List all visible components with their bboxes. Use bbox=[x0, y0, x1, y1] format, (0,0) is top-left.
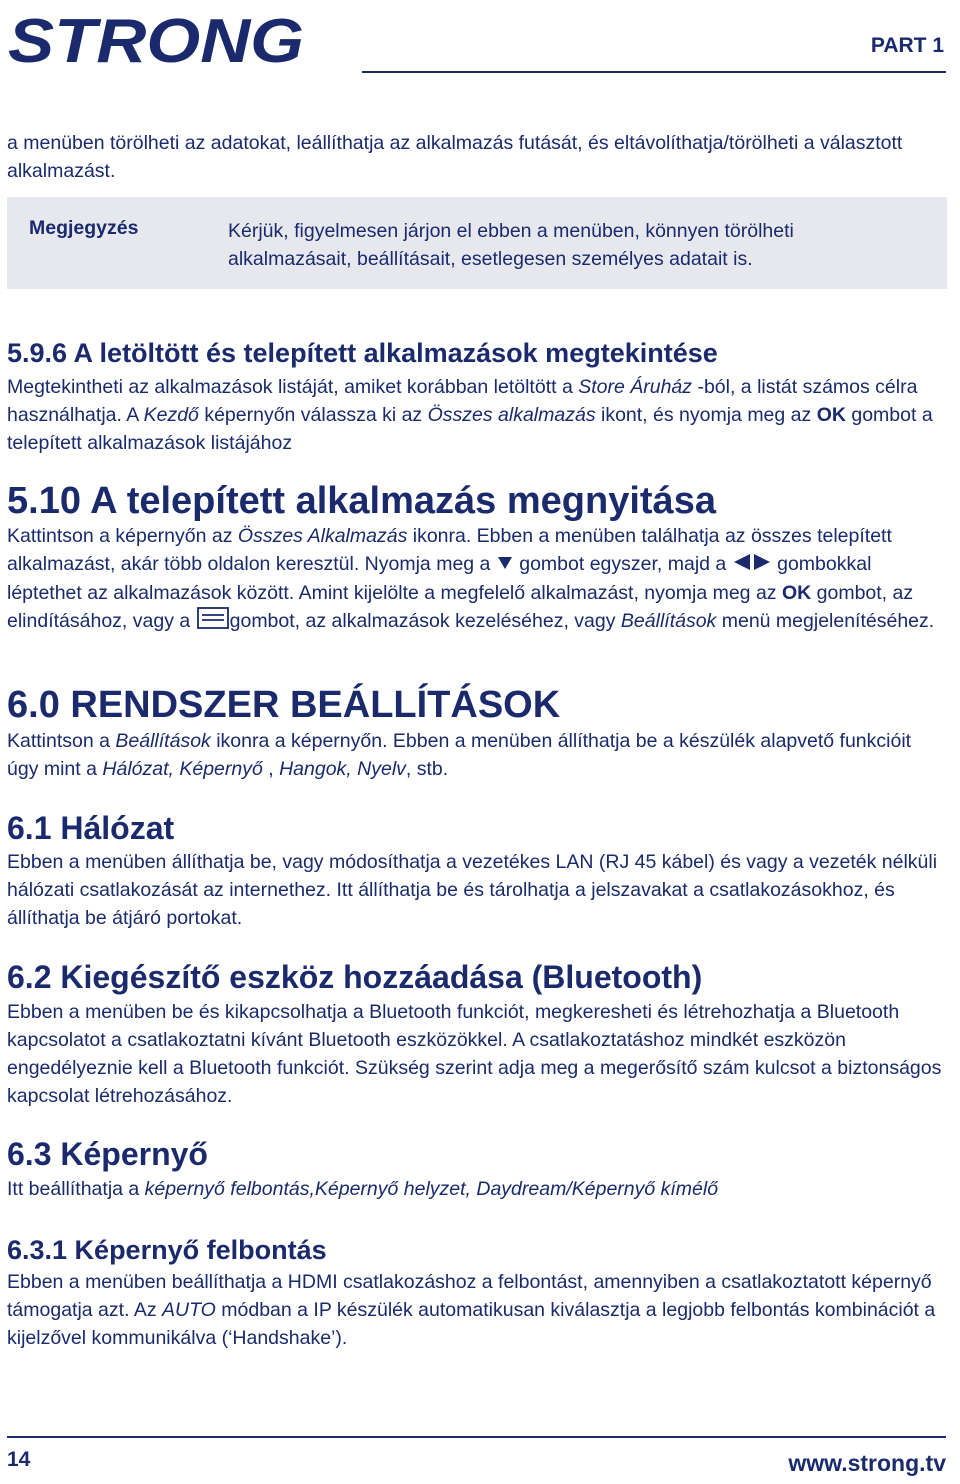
left-right-arrows-icon bbox=[732, 551, 772, 579]
heading-5-9-6: 5.9.6 A letöltött és telepített alkalmazások megtekintése bbox=[7, 338, 718, 368]
heading-6-3: 6.3 Képernyő bbox=[7, 1136, 208, 1172]
italic-term: Hálózat, Képernyő bbox=[102, 758, 263, 780]
heading-6-0: 6.0 RENDSZER BEÁLLÍTÁSOK bbox=[7, 684, 561, 726]
text-run: , bbox=[262, 758, 280, 780]
italic-term: Beállítások bbox=[620, 610, 717, 632]
down-arrow-icon bbox=[496, 551, 514, 579]
menu-button-icon bbox=[196, 607, 230, 637]
text-run: ikont, és nyomja meg az bbox=[595, 404, 817, 426]
part-label: PART 1 bbox=[870, 34, 944, 57]
logo-wordmark: STRONG bbox=[8, 8, 304, 68]
text-run: gombot a telepített alkalmazások listájához bbox=[7, 404, 933, 454]
note-text: Kérjük, figyelmesen járjon el ebben a menüben, könnyen törölheti alkalmazásait, beállításait, esetlegesen személyes adatait is. bbox=[228, 220, 794, 270]
italic-term: Store Áruház bbox=[578, 376, 693, 398]
intro-paragraph: a menüben törölheti az adatokat, leállíthatja az alkalmazás futását, és eltávolíthatja/törölheti a választott alkalmazást. bbox=[7, 132, 903, 182]
paragraph-6-3 bbox=[7, 1175, 947, 1203]
text-run: gombot, az elindításához, vagy a bbox=[7, 581, 914, 632]
paragraph-6-3-1 bbox=[7, 1268, 947, 1352]
italic-term: Összes Alkalmazás bbox=[237, 525, 408, 547]
ok-key-label: OK bbox=[781, 581, 812, 604]
text-run: Kattintson a képernyőn az bbox=[7, 525, 238, 547]
italic-term: Hangok, Nyelv bbox=[279, 758, 406, 780]
text-run: képernyőn válassza ki az bbox=[198, 404, 428, 426]
italic-term: AUTO bbox=[162, 1299, 216, 1321]
page-number: 14 bbox=[7, 1448, 31, 1471]
text-run: ikonra a képernyőn. Ebben a menüben állíthatja be a készülék alapvető funkcióit úgy mint a bbox=[7, 730, 912, 780]
note-box bbox=[7, 197, 947, 289]
text-run: ikonra. Ebben a menüben találhatja az összes telepített alkalmazást, akár több oldalon keresztül. Nyomja meg a bbox=[7, 525, 892, 575]
paragraph-5-9-6 bbox=[7, 373, 947, 457]
strong-logo bbox=[6, 8, 310, 68]
text-run: -ból, a listát számos célra használhatja. A bbox=[7, 376, 918, 426]
paragraph-6-0 bbox=[7, 727, 947, 783]
text-run: módban a IP készülék automatikusan kiválasztja a legjobb felbontás kombinációt a kijelzővel kommunikálva (‘Handshake’). bbox=[7, 1299, 936, 1349]
text-run: Ebben a menüben beállíthatja a HDMI csatlakozáshoz a felbontást, amennyiben a csatlakoztatott képernyő támogatja azt. Az bbox=[7, 1271, 932, 1321]
italic-term: Összes alkalmazás bbox=[427, 404, 596, 426]
paragraph-6-2: Ebben a menüben be és kikapcsolhatja a Bluetooth funkciót, megkeresheti és létrehozhatja a Bluetooth kapcsolatot a csatlakoztatni kívánt Bluetooth eszközökkel. A csatlakoztatáshoz mindkét eszközön engedélyeznie kell a Bluetooth funkciót. Szükség szerint adja meg a megerősítő szám kulcsot a biztonságos kapcsolat létrehozásához. bbox=[7, 1001, 942, 1107]
italic-term: képernyő felbontás,Képernyő helyzet, Daydream/Képernyő kímélő bbox=[144, 1178, 719, 1200]
ok-key-label: OK bbox=[816, 404, 846, 426]
text-run: menü megjelenítéséhez. bbox=[716, 610, 935, 632]
text-run: Kattintson a bbox=[7, 730, 116, 752]
italic-term: Kezdő bbox=[143, 404, 199, 426]
header-divider bbox=[362, 71, 946, 73]
text-run: gombot, az alkalmazások kezeléséhez, vagy bbox=[229, 610, 621, 632]
text-run: gombokkal léptethet az alkalmazások között. Amint kijelölte a megfelelő alkalmazást, nyomja meg az bbox=[7, 553, 872, 604]
text-run: Itt beállíthatja a bbox=[7, 1178, 145, 1200]
paragraph-5-10 bbox=[7, 522, 947, 637]
website-link[interactable]: www.strong.tv bbox=[788, 1450, 946, 1476]
heading-5-10: 5.10 A telepített alkalmazás megnyitása bbox=[7, 480, 716, 522]
paragraph-6-1: Ebben a menüben állíthatja be, vagy módosíthatja a vezetékes LAN (RJ 45 kábel) és vagy a vezeték nélküli hálózati csatlakozását az internethez. Itt állíthatja be és tárolhatja a jelszavakat a csatlakozásokhoz, és állíthatja be átjáró portokat. bbox=[7, 851, 938, 929]
footer-divider bbox=[7, 1436, 946, 1438]
heading-6-1: 6.1 Hálózat bbox=[7, 810, 175, 846]
heading-6-3-1: 6.3.1 Képernyő felbontás bbox=[7, 1235, 327, 1265]
text-run: , stb. bbox=[405, 758, 449, 780]
italic-term: Beállítások bbox=[115, 730, 211, 752]
note-label: Megjegyzés bbox=[29, 217, 139, 239]
heading-6-2: 6.2 Kiegészítő eszköz hozzáadása (Bluetooth) bbox=[7, 959, 703, 995]
text-run: gombot egyszer, majd a bbox=[513, 553, 732, 575]
text-run: Megtekintheti az alkalmazások listáját, amiket korábban letöltött a bbox=[7, 376, 579, 398]
